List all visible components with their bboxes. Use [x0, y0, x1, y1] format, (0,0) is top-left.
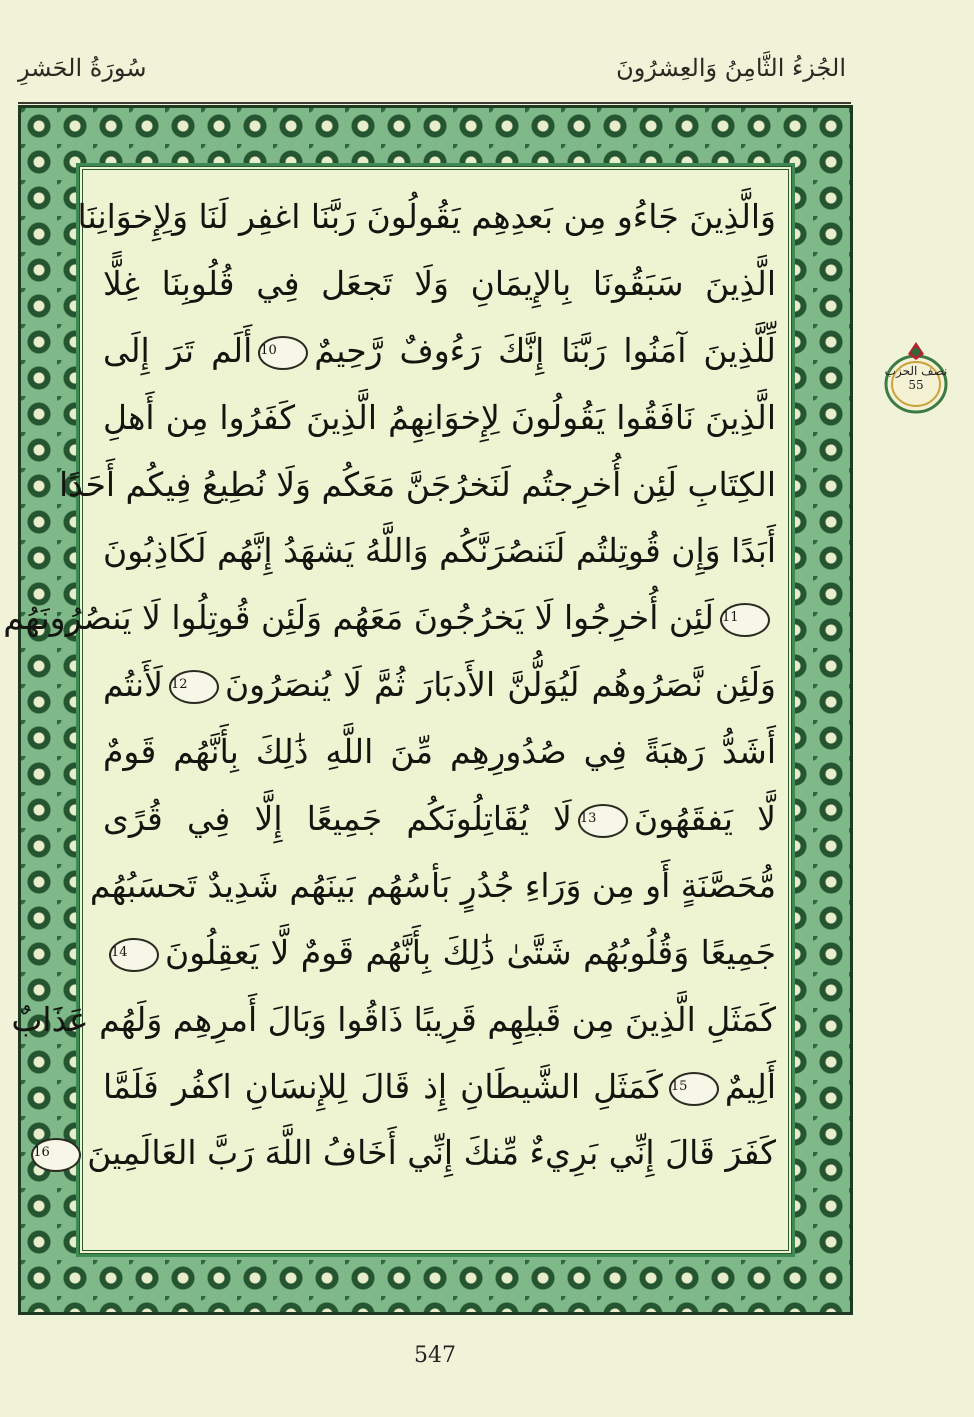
verse-text: جَمِيعًا وَقُلُوبُهُم شَتَّىٰ ذَٰلِكَ بِأَنَّهُم قَومٌ لَّا يَعقِلُونَ	[165, 932, 776, 972]
ayah-number-marker: 14	[109, 938, 159, 972]
verse-line	[103, 920, 776, 987]
verse-text: وَالَّذِينَ جَاءُو مِن بَعدِهِم يَقُولُونَ رَبَّنَا اغفِر لَنَا وَلِإِخوَانِنَا	[77, 197, 776, 236]
verse-text: لَا يُقَاتِلُونَكُم جَمِيعًا إِلَّا فِي قُرًى	[103, 799, 572, 839]
verse-text: أَبَدًا وَإِن قُوتِلتُم لَنَنصُرَنَّكُم وَاللَّهُ يَشهَدُ إِنَّهُم لَكَاذِبُونَ	[103, 531, 776, 571]
verse-line	[103, 652, 776, 719]
page-header	[0, 40, 974, 100]
verse-lines	[3, 184, 776, 1187]
verse-line	[89, 853, 776, 920]
surah-title: سُورَةُ الحَشرِ	[18, 54, 147, 82]
verse-text: أَشَدُّ رَهبَةً فِي صُدُورِهِم مِّنَ اللَّهِ ذَٰلِكَ بِأَنَّهُم قَومٌ	[103, 732, 776, 772]
verse-line	[3, 585, 776, 652]
verse-text: الكِتَابِ لَئِن أُخرِجتُم لَنَخرُجَنَّ مَعَكُم وَلَا نُطِيعُ فِيكُم أَحَدًا	[58, 464, 776, 504]
verse-line	[103, 251, 776, 318]
verse-line	[33, 1120, 776, 1187]
text-panel	[3, 166, 792, 1254]
verse-text: كَفَرَ قَالَ إِنِّي بَرِيءٌ مِّنكَ إِنِّي أَخَافُ اللَّهَ رَبَّ العَالَمِينَ	[87, 1133, 776, 1173]
verse-text: أَلَم تَرَ إِلَى	[103, 330, 253, 370]
ayah-number-marker: 11	[720, 603, 770, 637]
verse-text: مُّحَصَّنَةٍ أَو مِن وَرَاءِ جُدُرٍ بَأسُهُم بَينَهُم شَدِيدٌ تَحسَبُهُم	[89, 865, 776, 905]
header-rule	[18, 102, 851, 104]
verse-line	[103, 1054, 776, 1121]
hizb-label	[876, 364, 956, 392]
verse-text: الَّذِينَ نَافَقُوا يَقُولُونَ لِإِخوَانِهِمُ الَّذِينَ كَفَرُوا مِن أَهلِ	[103, 397, 776, 437]
verse-line	[103, 719, 776, 786]
hizb-marker	[876, 340, 956, 420]
verse-line	[58, 452, 776, 519]
verse-line	[11, 987, 776, 1054]
verse-text: أَلِيمٌ	[724, 1066, 776, 1106]
hizb-number: 55	[908, 378, 924, 392]
page-number: 547	[414, 1343, 456, 1368]
hizb-label-text: نصف الحزب	[884, 364, 948, 378]
verse-line	[103, 786, 776, 853]
verse-text: الَّذِينَ سَبَقُونَا بِالإِيمَانِ وَلَا تَجعَل فِي قُلُوبِنَا غِلًّا	[103, 263, 776, 303]
verse-line	[103, 318, 776, 385]
juz-title: الجُزءُ الثَّامِنُ وَالعِشرُونَ	[616, 54, 846, 82]
ayah-number-marker: 12	[169, 670, 219, 704]
verse-line	[103, 385, 776, 452]
verse-text: وَلَئِن نَّصَرُوهُم لَيُوَلُّنَّ الأَدبَارَ ثُمَّ لَا يُنصَرُونَ	[224, 665, 776, 705]
verse-text: لِّلَّذِينَ آمَنُوا رَبَّنَا إِنَّكَ رَءُوفٌ رَّحِيمٌ	[314, 330, 776, 370]
verse-text: لَأَنتُم	[103, 665, 163, 705]
verse-text: لَئِن أُخرِجُوا لَا يَخرُجُونَ مَعَهُم وَلَئِن قُوتِلُوا لَا يَنصُرُونَهُم	[3, 598, 714, 638]
verse-line	[103, 518, 776, 585]
ornamental-frame	[3, 105, 853, 1315]
ayah-number-marker: 13	[578, 804, 628, 838]
verse-text: كَمَثَلِ الَّذِينَ مِن قَبلِهِم قَرِيبًا ذَاقُوا وَبَالَ أَمرِهِم وَلَهُم عَذَابٌ	[11, 999, 776, 1039]
verse-text: لَّا يَفقَهُونَ	[633, 799, 776, 839]
ayah-number-marker: 16	[31, 1138, 81, 1172]
verse-line	[77, 184, 776, 251]
ayah-number-marker: 10	[258, 336, 308, 370]
ayah-number-marker: 15	[669, 1072, 719, 1106]
verse-text: كَمَثَلِ الشَّيطَانِ إِذ قَالَ لِلإِنسَانِ اكفُر فَلَمَّا	[103, 1066, 663, 1106]
